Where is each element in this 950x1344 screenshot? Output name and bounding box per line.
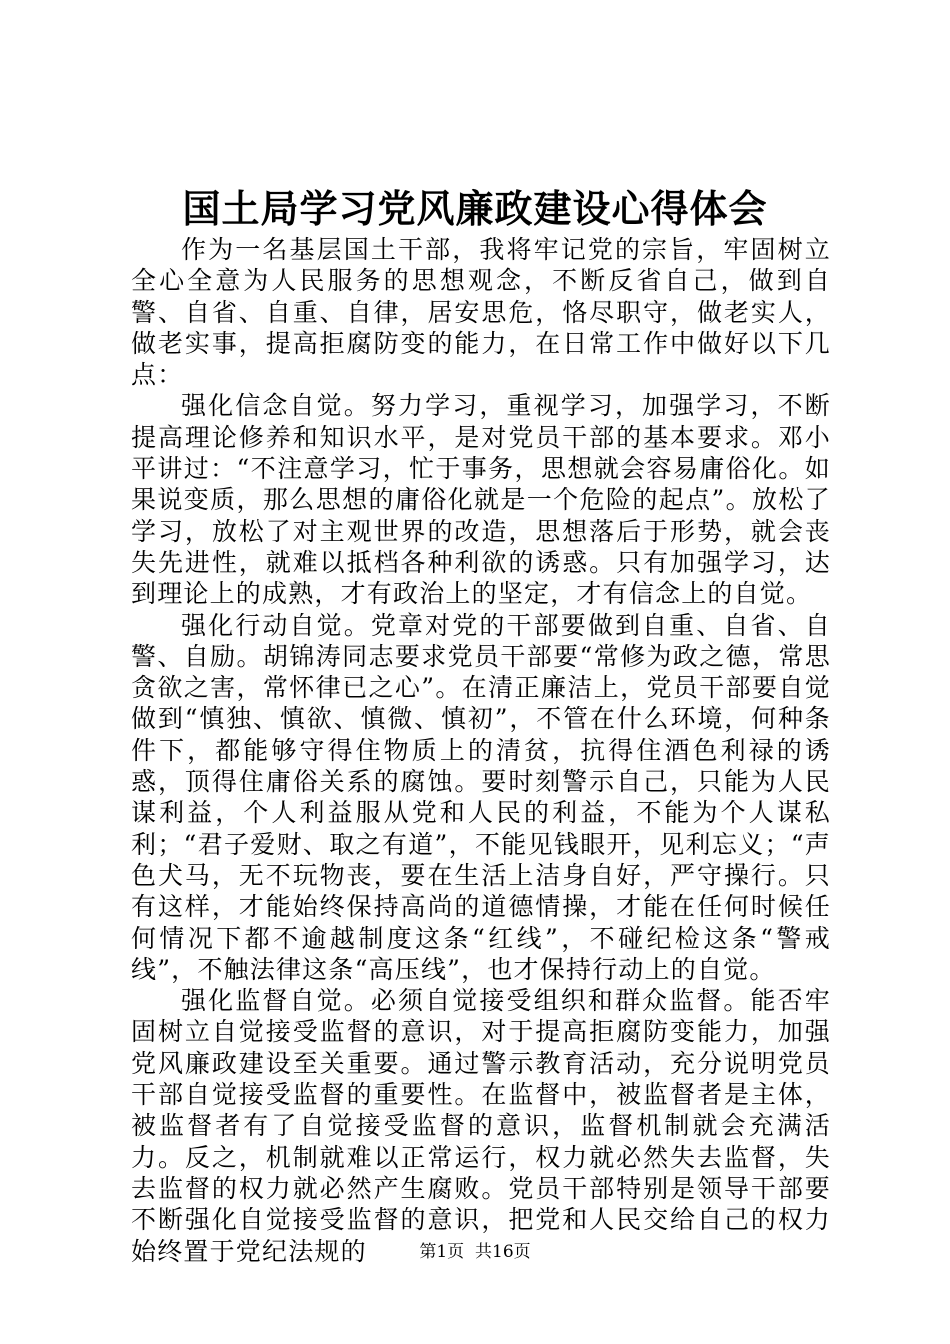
document-title: 国土局学习党风廉政建设心得体会 xyxy=(182,186,768,231)
paragraph-intro: 作为一名基层国土干部，我将牢记党的宗旨，牢固树立全心全意为人民服务的思想观念，不断反省自己，做到自警、自省、自重、自律，居安思危，恪尽职守，做老实人，做老实事，提高拒腐防变的能力，在日常工作中做好以下几点： xyxy=(131,235,831,390)
paragraph-supervision: 强化监督自觉。必须自觉接受组织和群众监督。能否牢固树立自觉接受监督的意识，对于提高拒腐防变能力，加强党风廉政建设至关重要。通过警示教育活动，充分说明党员干部自觉接受监督的重要性。在监督中，被监督者是主体，被监督者有了自觉接受监督的意识，监督机制就会充满活力。反之，机制就难以正常运行，权力就必然失去监督，失去监督的权力就必然产生腐败。党员干部特别是领导干部要不断强化自觉接受监督的意识，把党和人民交给自己的权力始终置于党纪法规的 xyxy=(131,986,831,1266)
page-footer xyxy=(0,1241,950,1263)
paragraph-belief: 强化信念自觉。努力学习，重视学习，加强学习，不断提高理论修养和知识水平，是对党员干部的基本要求。邓小平讲过：“不注意学习，忙于事务，思想就会容易庸俗化。如果说变质，那么思想的庸俗化就是一个危险的起点”。放松了学习，放松了对主观世界的改造，思想落后于形势，就会丧失先进性，就难以抵档各种利欲的诱惑。只有加强学习，达到理论上的成熟，才有政治上的坚定，才有信念上的自觉。 xyxy=(131,391,831,609)
page-total: 共16页 xyxy=(475,1242,531,1262)
page-number: 第1页 xyxy=(419,1242,465,1262)
footer-spacer xyxy=(464,1242,475,1262)
document-body xyxy=(131,234,831,1267)
paragraph-action: 强化行动自觉。党章对党的干部要做到自重、自省、自警、自励。胡锦涛同志要求党员干部要“常修为政之德，常思贪欲之害，常怀律已之心”。在清正廉洁上，党员干部要自觉做到“慎独、慎欲、慎微、慎初”，不管在什么环境，何种条件下，都能够守得住物质上的清贫，抗得住酒色利禄的诱惑，顶得住庸俗关系的腐蚀。要时刻警示自己，只能为人民谋利益，个人利益服从党和人民的利益，不能为个人谋私利；“君子爱财、取之有道”，不能见钱眼开，见利忘义；“声色犬马，无不玩物丧，要在生活上洁身自好，严守操行。只有这样，才能始终保持高尚的道德情操，才能在任何时候任何情况下都不逾越制度这条“红线”，不碰纪检这条“警戒线”，不触法律这条“高压线”，也才保持行动上的自觉。 xyxy=(131,610,831,984)
